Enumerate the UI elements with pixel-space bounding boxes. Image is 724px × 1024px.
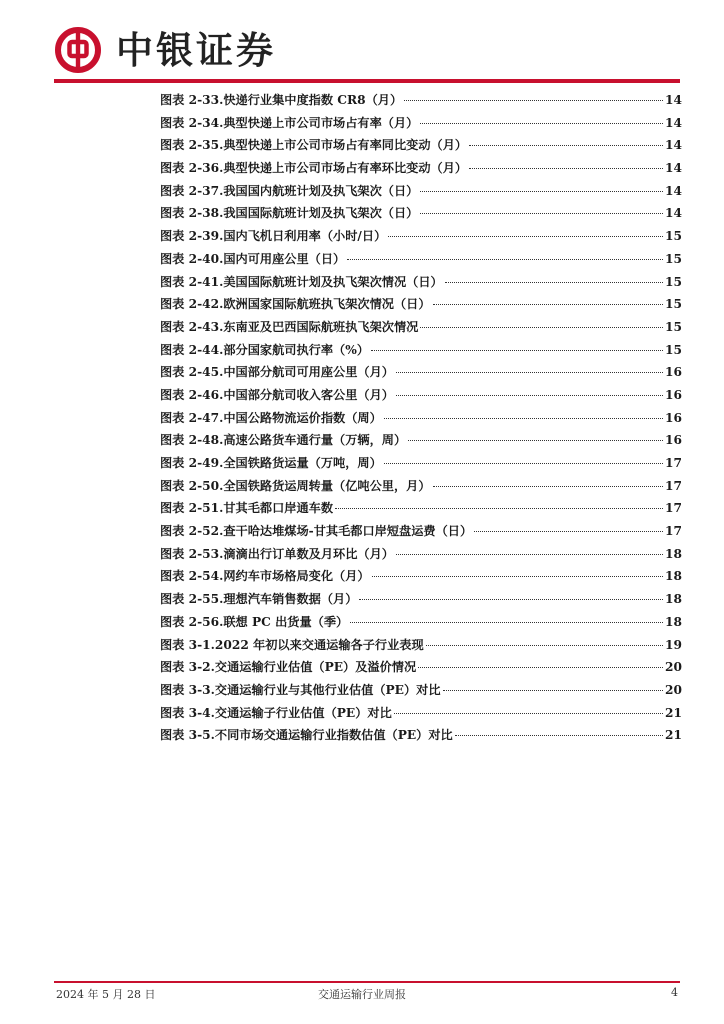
toc-entry-title: 高速公路货车通行量（万辆，周） [223,433,407,448]
toc-dot-leader [404,100,663,101]
toc-entry[interactable] [160,545,682,568]
toc-entry-label: 图表 2-34. [160,115,224,130]
toc-dot-leader [420,327,663,328]
footer-divider [54,981,680,983]
toc-entry-label: 图表 2-40. [160,251,224,266]
toc-entry-title: 我国国际航班计划及执飞架次（日） [223,206,419,221]
toc-entry-page: 14 [665,161,682,176]
toc-entry-page: 14 [665,138,682,153]
toc-dot-leader [335,508,663,509]
toc-entry-title: 中国部分航司收入客公里（月） [223,387,394,402]
toc-entry-page: 18 [665,569,682,584]
toc-entry-title: 东南亚及巴西国际航班执飞架次情况 [223,319,419,334]
toc-entry[interactable] [160,431,682,454]
toc-entry-page: 17 [665,501,682,516]
toc-entry[interactable] [160,363,682,386]
toc-entry-label: 图表 2-48. [160,433,224,448]
toc-dot-leader [384,418,663,419]
toc-entry-page: 16 [665,387,682,402]
toc-entry-title: 快递行业集中度指数 CR8（月） [223,93,403,107]
toc-dot-leader [384,463,663,464]
header-divider [54,79,680,83]
toc-entry-title: 国内飞机日利用率（小时/日） [223,229,387,244]
toc-entry[interactable] [160,636,682,659]
toc-entry[interactable] [160,341,682,364]
toc-dot-leader [347,259,663,260]
toc-entry-title: 滴滴出行订单数及月环比（月） [223,546,394,561]
toc-entry[interactable] [160,136,682,159]
toc-dot-leader [371,350,663,351]
toc-entry-title: 联想 PC 出货量（季） [223,614,349,629]
toc-entry[interactable] [160,454,682,477]
toc-dot-leader [396,372,663,373]
toc-dot-leader [418,667,663,668]
toc-dot-leader [420,123,663,124]
toc-entry-title: 理想汽车销售数据（月） [223,592,358,607]
toc-entry-label: 图表 3-5. [160,728,215,743]
toc-entry[interactable] [160,91,682,114]
toc-entry-page: 21 [665,705,682,720]
toc-entry-title: 查干哈达堆煤场-甘其毛都口岸短盘运费（日） [223,524,473,539]
toc-entry-title: 不同市场交通运输行业指数估值（PE）对比 [214,728,453,743]
toc-entry[interactable] [160,499,682,522]
toc-entry-page: 17 [665,478,682,493]
toc-entry-page: 16 [665,365,682,380]
toc-entry-title: 中国公路物流运价指数（周） [223,410,382,425]
toc-entry-page: 19 [665,637,682,652]
toc-entry-label: 图表 2-50. [160,478,224,493]
toc-entry-title: 交通运输子行业估值（PE）对比 [214,705,392,720]
toc-entry-page: 16 [665,410,682,425]
toc-entry-label: 图表 2-37. [160,183,224,198]
toc-entry[interactable] [160,704,682,727]
footer-page-number: 4 [671,986,678,999]
toc-dot-leader [372,576,663,577]
page-header [54,22,680,84]
toc-entry-page: 18 [665,546,682,561]
toc-entry-title: 网约车市场格局变化（月） [223,569,370,584]
toc-entry-page: 17 [665,456,682,470]
toc-entry-label: 图表 2-45. [160,365,224,380]
toc-entry-label: 图表 2-43. [160,319,224,334]
toc-entry-label: 图表 2-56. [160,614,224,629]
toc-entry[interactable] [160,590,682,613]
toc-entry[interactable] [160,658,682,681]
toc-entry-title: 国内可用座公里（日） [223,251,346,266]
toc-entry[interactable] [160,726,682,749]
toc-dot-leader [408,440,663,441]
toc-entry[interactable] [160,182,682,205]
toc-entry-label: 图表 3-4. [160,705,215,720]
toc-entry[interactable] [160,318,682,341]
toc-dot-leader [469,145,663,146]
toc-entry[interactable] [160,522,682,545]
toc-dot-leader [388,236,663,237]
toc-entry[interactable] [160,114,682,137]
toc-entry-page: 18 [665,614,682,629]
toc-entry-title: 我国国内航班计划及执飞架次（日） [223,183,419,198]
toc-entry-title: 典型快递上市公司市场占有率环比变动（月） [223,161,468,176]
toc-entry-label: 图表 2-53. [160,546,224,561]
toc-entry-label: 图表 2-44. [160,342,224,357]
toc-entry-label: 图表 2-49. [160,456,224,470]
toc-dot-leader [359,599,663,600]
toc-entry[interactable] [160,567,682,590]
footer-report-title: 交通运输行业周报 [318,988,406,1001]
toc-entry-page: 14 [665,93,682,107]
toc-dot-leader [443,690,663,691]
toc-dot-leader [469,168,663,169]
toc-dot-leader [445,282,663,283]
toc-entry-title: 欧洲国家国际航班执飞架次情况（日） [223,297,431,312]
toc-entry-label: 图表 2-47. [160,410,224,425]
figure-index-list [160,91,682,749]
toc-dot-leader [396,395,663,396]
toc-dot-leader [394,713,663,714]
toc-entry-page: 18 [665,592,682,607]
toc-dot-leader [420,213,663,214]
toc-entry-label: 图表 3-3. [160,682,215,697]
toc-entry-page: 15 [665,229,682,244]
toc-dot-leader [433,486,663,487]
toc-entry-title: 全国铁路货运量（万吨，周） [223,456,382,470]
toc-entry[interactable] [160,295,682,318]
toc-entry[interactable] [160,477,682,500]
toc-entry[interactable] [160,613,682,636]
toc-entry-title: 部分国家航司执行率（%） [223,342,370,357]
toc-entry-title: 交通运输行业估值（PE）及溢价情况 [214,660,417,675]
toc-entry-label: 图表 2-41. [160,274,224,289]
toc-dot-leader [474,531,663,532]
toc-entry-page: 21 [665,728,682,743]
toc-entry[interactable] [160,409,682,432]
toc-entry-page: 14 [665,206,682,221]
toc-entry[interactable] [160,681,682,704]
toc-entry[interactable] [160,227,682,250]
toc-dot-leader [433,304,663,305]
toc-entry[interactable] [160,204,682,227]
toc-entry-label: 图表 2-51. [160,501,224,516]
toc-dot-leader [420,191,663,192]
toc-dot-leader [426,645,663,646]
toc-entry-title: 交通运输行业与其他行业估值（PE）对比 [214,682,441,697]
toc-entry-page: 17 [665,524,682,539]
toc-entry[interactable] [160,250,682,273]
toc-entry-title: 全国铁路货运周转量（亿吨公里，月） [223,478,431,493]
toc-entry-page: 14 [665,115,682,130]
toc-entry-label: 图表 3-2. [160,660,215,675]
toc-entry-title: 中国部分航司可用座公里（月） [223,365,394,380]
toc-entry-label: 图表 2-33. [160,93,224,107]
toc-entry-page: 15 [665,251,682,266]
toc-entry-title: 2022 年初以来交通运输各子行业表现 [214,637,424,652]
toc-entry-title: 典型快递上市公司市场占有率（月） [223,115,419,130]
toc-entry-page: 15 [665,319,682,334]
toc-entry-page: 14 [665,183,682,198]
toc-entry[interactable] [160,159,682,182]
toc-entry-label: 图表 2-36. [160,161,224,176]
toc-entry-page: 20 [665,660,682,675]
toc-entry-label: 图表 2-42. [160,297,224,312]
toc-entry-label: 图表 2-54. [160,569,224,584]
toc-entry-title: 典型快递上市公司市场占有率同比变动（月） [223,138,468,153]
toc-entry-label: 图表 2-46. [160,387,224,402]
toc-entry[interactable] [160,386,682,409]
toc-entry-page: 20 [665,682,682,697]
toc-dot-leader [350,622,663,623]
toc-entry-label: 图表 2-35. [160,138,224,153]
toc-entry-page: 15 [665,342,682,357]
toc-entry-label: 图表 2-52. [160,524,224,539]
toc-entry-label: 图表 2-39. [160,229,224,244]
toc-dot-leader [396,554,663,555]
brand-name: 中银证券 [116,29,276,72]
toc-entry-label: 图表 2-38. [160,206,224,221]
toc-entry-title: 甘其毛都口岸通车数 [223,501,334,516]
toc-entry-title: 美国国际航班计划及执飞架次情况（日） [223,274,443,289]
toc-dot-leader [455,735,663,736]
toc-entry-label: 图表 2-55. [160,592,224,607]
toc-entry-page: 15 [665,297,682,312]
footer-date: 2024 年 5 月 28 日 [56,988,156,1001]
toc-entry-page: 16 [665,433,682,448]
toc-entry[interactable] [160,273,682,296]
toc-entry-page: 15 [665,274,682,289]
toc-entry-label: 图表 3-1. [160,637,215,652]
bank-of-china-logo-icon [54,26,102,74]
